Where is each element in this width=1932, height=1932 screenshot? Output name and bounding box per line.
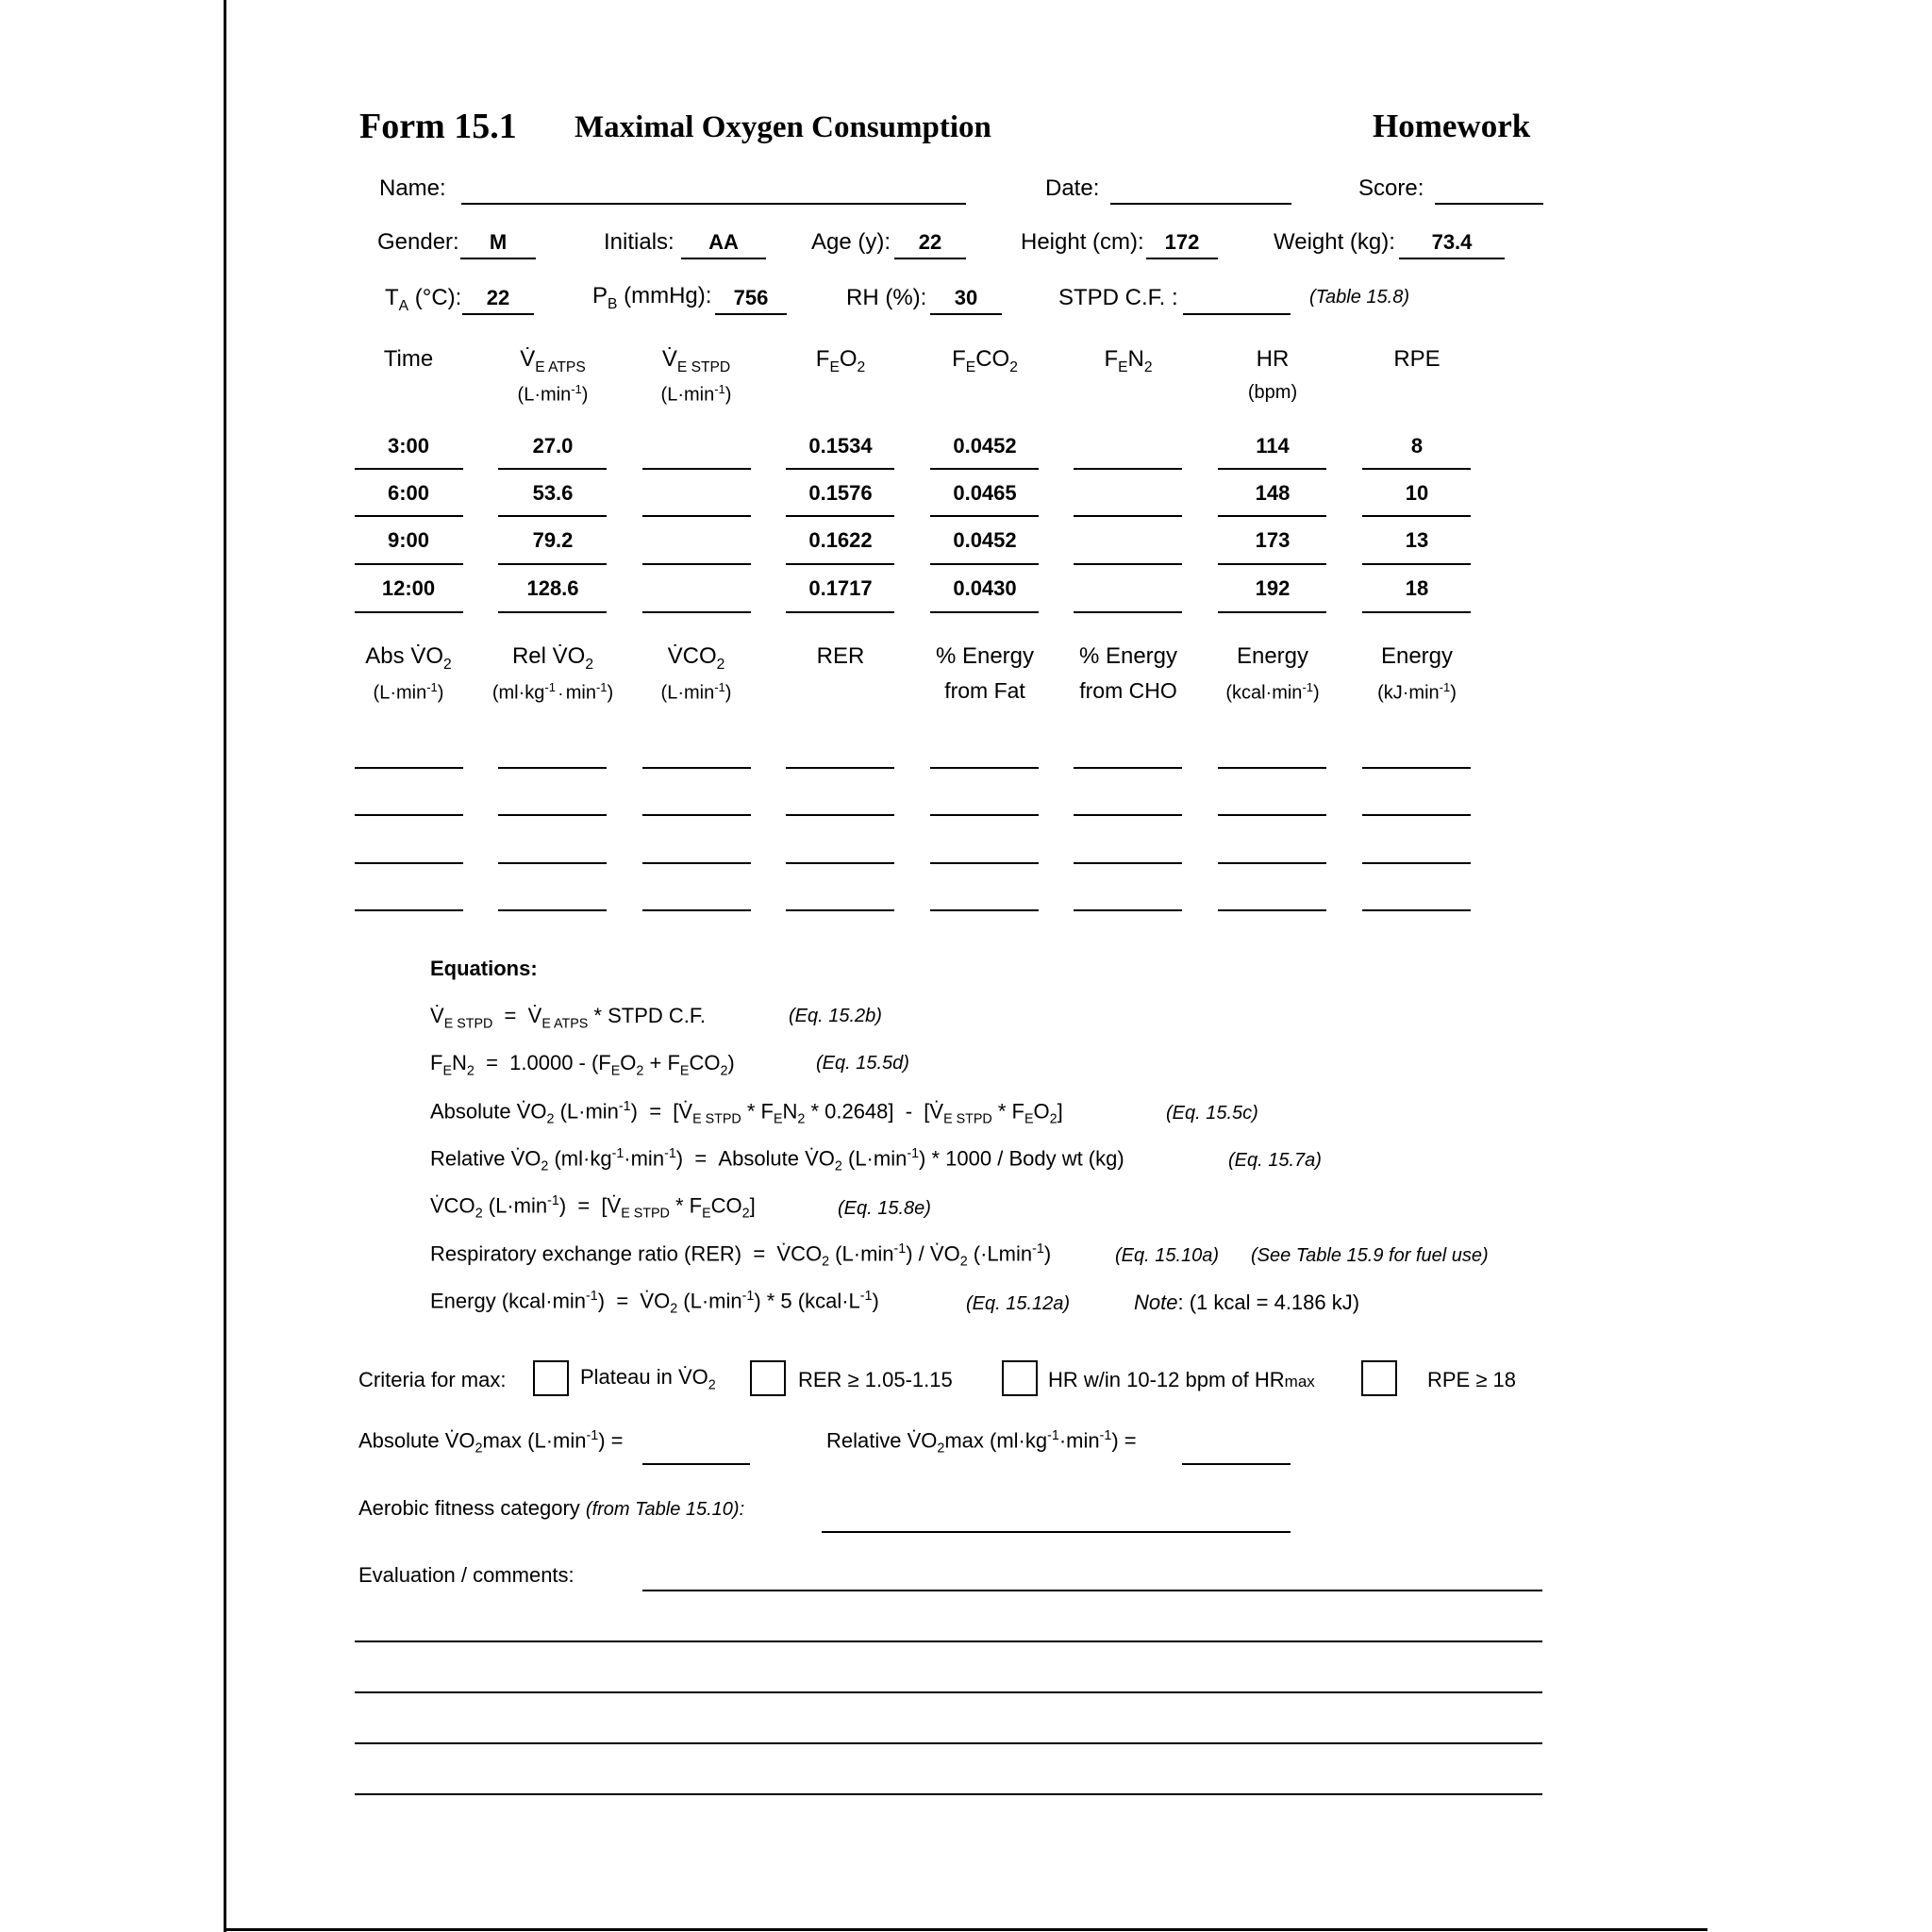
pb-label: $P_B$ (mmHg): <box>592 283 712 312</box>
weight-value: 73.4 <box>1431 230 1473 254</box>
table-cell: 148 <box>1255 481 1291 505</box>
calc-entry-line[interactable] <box>642 862 751 864</box>
calc-entry-line[interactable] <box>498 767 607 769</box>
table-cell: 0.1576 <box>808 481 873 505</box>
rel-vo2max-field[interactable] <box>1182 1463 1291 1465</box>
name-label: Name: <box>379 175 446 201</box>
table-cell: 18 <box>1405 576 1429 600</box>
data-entry-line[interactable] <box>355 563 463 565</box>
data-entry-line[interactable] <box>1218 563 1326 565</box>
data-entry-line[interactable] <box>1074 563 1182 565</box>
stpd-label: STPD C.F. : <box>1058 285 1178 310</box>
equation-energy: Energy $(kcal\cdot\min^{-1})$ = $V̇O_2$ $(L\cdot\min^{-1}) * 5$ $(kcal\cdot L^{-1})$ <box>430 1289 879 1317</box>
col-unit-vco2: $(L\cdot\min^{-1})$ <box>660 680 732 704</box>
table-cell: 0.0430 <box>953 576 1017 600</box>
calc-entry-line[interactable] <box>1074 909 1182 911</box>
col-header-energy-cho-2: from CHO <box>1079 678 1177 703</box>
col-header-ve-atps: $V̇_{E ATPS}$ <box>520 346 586 375</box>
col-unit-energy-kcal: $(kcal\cdot\min^{-1})$ <box>1225 680 1320 704</box>
data-entry-line[interactable] <box>1074 611 1182 613</box>
kcal-note: Note: (1 kcal = 4.186 kJ) <box>1134 1291 1360 1314</box>
table-cell: 53.6 <box>532 481 574 505</box>
calc-entry-line[interactable] <box>1218 767 1326 769</box>
plateau-label: Plateau in $V̇O_2$ <box>580 1365 716 1393</box>
calc-entry-line[interactable] <box>1362 862 1471 864</box>
data-entry-line[interactable] <box>786 611 894 613</box>
calc-entry-line[interactable] <box>498 862 607 864</box>
calc-entry-line[interactable] <box>1074 862 1182 864</box>
col-unit-ve-stpd: $(L\cdot\min^{-1})$ <box>660 382 732 406</box>
calc-entry-line[interactable] <box>642 814 751 816</box>
data-entry-line[interactable] <box>355 611 463 613</box>
calc-entry-line[interactable] <box>642 767 751 769</box>
col-unit-hr: (bpm) <box>1247 382 1298 403</box>
table-cell: 9:00 <box>387 528 430 552</box>
table-cell: 192 <box>1255 576 1291 600</box>
calc-entry-line[interactable] <box>1362 767 1471 769</box>
calc-entry-line[interactable] <box>786 767 894 769</box>
hr-checkbox[interactable] <box>1002 1360 1038 1396</box>
equation-fen2: $F_EN_2 = 1.0000 - (F_EO_2 + F_ECO_2)$ <box>430 1051 735 1079</box>
data-entry-line[interactable] <box>930 515 1039 517</box>
data-entry-line[interactable] <box>642 563 751 565</box>
equation-ref: (Eq. 15.2b) <box>789 1006 882 1026</box>
rer-checkbox[interactable] <box>750 1360 786 1396</box>
table-cell: 128.6 <box>526 576 579 600</box>
data-entry-line[interactable] <box>1218 468 1326 470</box>
rpe-checkbox[interactable] <box>1361 1360 1397 1396</box>
table-cell: 0.1717 <box>808 576 873 600</box>
rer-label: RER ≥ 1.05-1.15 <box>798 1368 953 1391</box>
height-field[interactable] <box>1146 258 1218 259</box>
score-field[interactable] <box>1435 203 1543 205</box>
table-cell: 12:00 <box>381 576 436 600</box>
evaluation-label: Evaluation / comments: <box>358 1563 575 1587</box>
col-header-fen2: $F_EN_2$ <box>1104 346 1153 375</box>
equation-rel-vo2: Relative $V̇O_2$ $(ml\cdot kg^{-1}\cdot\min^{-1})$ = Absolute $V̇O_2$ $(L\cdot\min^{-1}) * 1000$ / Body wt (kg) <box>430 1146 1124 1174</box>
aerobic-category-label: Aerobic fitness category (from Table 15.10): <box>358 1496 745 1520</box>
table-cell: 10 <box>1405 481 1429 505</box>
data-entry-line[interactable] <box>930 563 1039 565</box>
table-cell: 13 <box>1405 528 1429 552</box>
table-cell: 8 <box>1410 434 1424 458</box>
calc-entry-line[interactable] <box>930 814 1039 816</box>
rh-label: RH (%): <box>846 285 927 310</box>
calc-entry-line[interactable] <box>1074 814 1182 816</box>
calc-entry-line[interactable] <box>355 862 463 864</box>
data-entry-line[interactable] <box>1362 515 1471 517</box>
comment-line[interactable] <box>355 1793 1542 1795</box>
data-entry-line[interactable] <box>498 515 607 517</box>
ta-value: 22 <box>486 286 510 309</box>
calc-entry-line[interactable] <box>498 909 607 911</box>
col-header-vco2: $V̇CO_2$ <box>667 643 725 673</box>
col-unit-ve-atps: $(L\cdot\min^{-1})$ <box>517 382 589 406</box>
age-field[interactable] <box>894 258 966 259</box>
equation-ref: (Eq. 15.7a) <box>1228 1150 1322 1171</box>
fuel-use-note: (See Table 15.9 for fuel use) <box>1251 1245 1489 1266</box>
gender-field[interactable] <box>460 258 536 259</box>
data-entry-line[interactable] <box>1362 563 1471 565</box>
data-entry-line[interactable] <box>642 515 751 517</box>
equation-ref: (Eq. 15.5d) <box>816 1053 909 1074</box>
col-header-rpe: RPE <box>1393 346 1441 372</box>
age-value: 22 <box>918 230 942 254</box>
homework-label: Homework <box>1373 108 1531 144</box>
data-entry-line[interactable] <box>1362 468 1471 470</box>
equations-title: Equations: <box>430 957 538 980</box>
data-entry-line[interactable] <box>786 563 894 565</box>
col-unit-abs-vo2: $(L\cdot\min^{-1})$ <box>373 680 444 704</box>
table-cell: 0.1534 <box>808 434 873 458</box>
calc-entry-line[interactable] <box>355 814 463 816</box>
col-header-energy-kj: Energy <box>1380 643 1454 669</box>
col-header-time: Time <box>383 346 434 372</box>
calc-entry-line[interactable] <box>498 814 607 816</box>
col-header-energy-cho: % Energy <box>1078 643 1178 669</box>
data-entry-line[interactable] <box>355 515 463 517</box>
weight-label: Weight (kg): <box>1274 229 1395 255</box>
col-header-feo2: $F_EO_2$ <box>815 346 866 375</box>
calc-entry-line[interactable] <box>1074 767 1182 769</box>
calc-entry-line[interactable] <box>786 862 894 864</box>
height-value: 172 <box>1164 230 1200 254</box>
page-bottom-border <box>224 1928 1707 1931</box>
initials-value: AA <box>708 230 739 254</box>
stpd-field[interactable] <box>1183 313 1291 315</box>
table-cell: 79.2 <box>532 528 574 552</box>
calc-entry-line[interactable] <box>1362 909 1471 911</box>
comment-line[interactable] <box>642 1590 1542 1591</box>
table-cell: 0.0465 <box>953 481 1017 505</box>
col-header-energy-fat-2: from Fat <box>944 678 1025 703</box>
pb-value: 756 <box>733 286 769 309</box>
stpd-table-ref: (Table 15.8) <box>1309 287 1409 308</box>
rel-vo2max-label: Relative $V̇O_2\max$ $(ml\cdot kg^{-1}\cdot\min^{-1})$ = <box>826 1428 1137 1457</box>
rh-value: 30 <box>954 286 978 309</box>
pb-field[interactable] <box>715 313 787 315</box>
data-entry-line[interactable] <box>498 611 607 613</box>
calc-entry-line[interactable] <box>786 814 894 816</box>
page-left-border <box>224 0 226 1932</box>
data-entry-line[interactable] <box>1074 468 1182 470</box>
col-header-ve-stpd: $V̇_{E STPD}$ <box>661 346 731 375</box>
equation-ref: (Eq. 15.10a) <box>1115 1245 1220 1266</box>
equation-rer: Respiratory exchange ratio $(RER) = V̇CO_2$ $(L\cdot\min^{-1})$ / $V̇O_2$ (·Lmin$^{-1}$) <box>430 1241 1052 1270</box>
abs-vo2max-label: Absolute $V̇O_2\max$ $(L\cdot\min^{-1})$ = <box>358 1428 624 1457</box>
calc-entry-line[interactable] <box>930 909 1039 911</box>
gender-label: Gender: <box>377 229 459 255</box>
col-header-hr: HR <box>1256 346 1290 372</box>
data-entry-line[interactable] <box>1218 611 1326 613</box>
plateau-checkbox[interactable] <box>533 1360 569 1396</box>
calc-entry-line[interactable] <box>786 909 894 911</box>
calc-entry-line[interactable] <box>1362 814 1471 816</box>
rh-field[interactable] <box>930 313 1002 315</box>
table-cell: 27.0 <box>532 434 574 458</box>
calc-entry-line[interactable] <box>930 767 1039 769</box>
col-unit-rel-vo2: $(ml\cdot kg^{-1} \cdot \min^{-1})$ <box>491 680 614 704</box>
age-label: Age (y): <box>811 229 891 255</box>
data-entry-line[interactable] <box>1074 515 1182 517</box>
ta-label: $T_A$ (°C): <box>385 285 462 314</box>
data-entry-line[interactable] <box>786 468 894 470</box>
data-entry-line[interactable] <box>1362 611 1471 613</box>
comment-line[interactable] <box>355 1691 1542 1693</box>
calc-entry-line[interactable] <box>642 909 751 911</box>
data-entry-line[interactable] <box>642 468 751 470</box>
name-field[interactable] <box>461 203 966 205</box>
equation-ref: (Eq. 15.8e) <box>838 1198 931 1219</box>
data-entry-line[interactable] <box>930 468 1039 470</box>
data-entry-line[interactable] <box>498 468 607 470</box>
calc-entry-line[interactable] <box>930 862 1039 864</box>
equation-ve-stpd: $V̇_{E STPD}$ = $V̇_{E ATPS}$ * STPD C.F. <box>430 1004 706 1032</box>
data-entry-line[interactable] <box>786 515 894 517</box>
data-entry-line[interactable] <box>1218 515 1326 517</box>
data-entry-line[interactable] <box>498 563 607 565</box>
equation-ref: (Eq. 15.5c) <box>1166 1103 1258 1124</box>
table-cell: 114 <box>1256 434 1290 458</box>
hr-label: HR w/in 10-12 bpm of HRmax <box>1048 1368 1315 1391</box>
date-label: Date: <box>1045 175 1100 201</box>
calc-entry-line[interactable] <box>355 909 463 911</box>
form-title: Maximal Oxygen Consumption <box>575 110 991 144</box>
date-field[interactable] <box>1110 203 1291 205</box>
table-cell: 6:00 <box>387 481 430 505</box>
score-label: Score: <box>1358 175 1424 201</box>
col-header-rer: RER <box>816 643 865 669</box>
comment-line[interactable] <box>355 1742 1542 1744</box>
table-cell: 0.1622 <box>808 528 873 552</box>
table-cell: 0.0452 <box>953 434 1017 458</box>
calc-entry-line[interactable] <box>1218 862 1326 864</box>
col-header-energy-fat: % Energy <box>935 643 1035 669</box>
col-header-energy-kcal: Energy <box>1236 643 1309 669</box>
data-entry-line[interactable] <box>642 611 751 613</box>
table-cell: 0.0452 <box>953 528 1017 552</box>
equation-ref: (Eq. 15.12a) <box>966 1293 1071 1314</box>
data-entry-line[interactable] <box>930 611 1039 613</box>
height-label: Height (cm): <box>1021 229 1144 255</box>
criteria-label: Criteria for max: <box>358 1368 507 1391</box>
calc-entry-line[interactable] <box>355 767 463 769</box>
equation-vco2: $V̇CO_2$ $(L\cdot\min^{-1})$ = $[V̇_{E STPD} * F_ECO_2]$ <box>430 1193 756 1222</box>
data-entry-line[interactable] <box>355 468 463 470</box>
col-header-feco2: $F_ECO_2$ <box>952 346 1018 375</box>
gender-value: M <box>489 230 508 254</box>
equation-abs-vo2: Absolute $V̇O_2$ $(L\cdot\min^{-1})$ = $[V̇_{E STPD} * F_EN_2 * 0.2648]$ - $[V̇_{E STPD} * F_EO_2]$ <box>430 1099 1063 1127</box>
abs-vo2max-field[interactable] <box>642 1463 750 1465</box>
initials-field[interactable] <box>681 258 766 259</box>
col-unit-energy-kj: $(kJ\cdot\min^{-1})$ <box>1377 680 1457 704</box>
aerobic-category-field[interactable] <box>822 1531 1291 1533</box>
table-cell: 173 <box>1255 528 1291 552</box>
rpe-label: RPE ≥ 18 <box>1427 1368 1517 1391</box>
col-header-rel-vo2: Rel $V̇O_2$ <box>511 643 594 673</box>
weight-field[interactable] <box>1399 258 1505 259</box>
comment-line[interactable] <box>355 1641 1542 1642</box>
col-header-abs-vo2: Abs $V̇O_2$ <box>365 643 452 673</box>
initials-label: Initials: <box>604 229 675 255</box>
form-number: Form 15.1 <box>359 107 517 146</box>
calc-entry-line[interactable] <box>1218 814 1326 816</box>
table-cell: 3:00 <box>387 434 430 458</box>
ta-field[interactable] <box>462 313 534 315</box>
calc-entry-line[interactable] <box>1218 909 1326 911</box>
